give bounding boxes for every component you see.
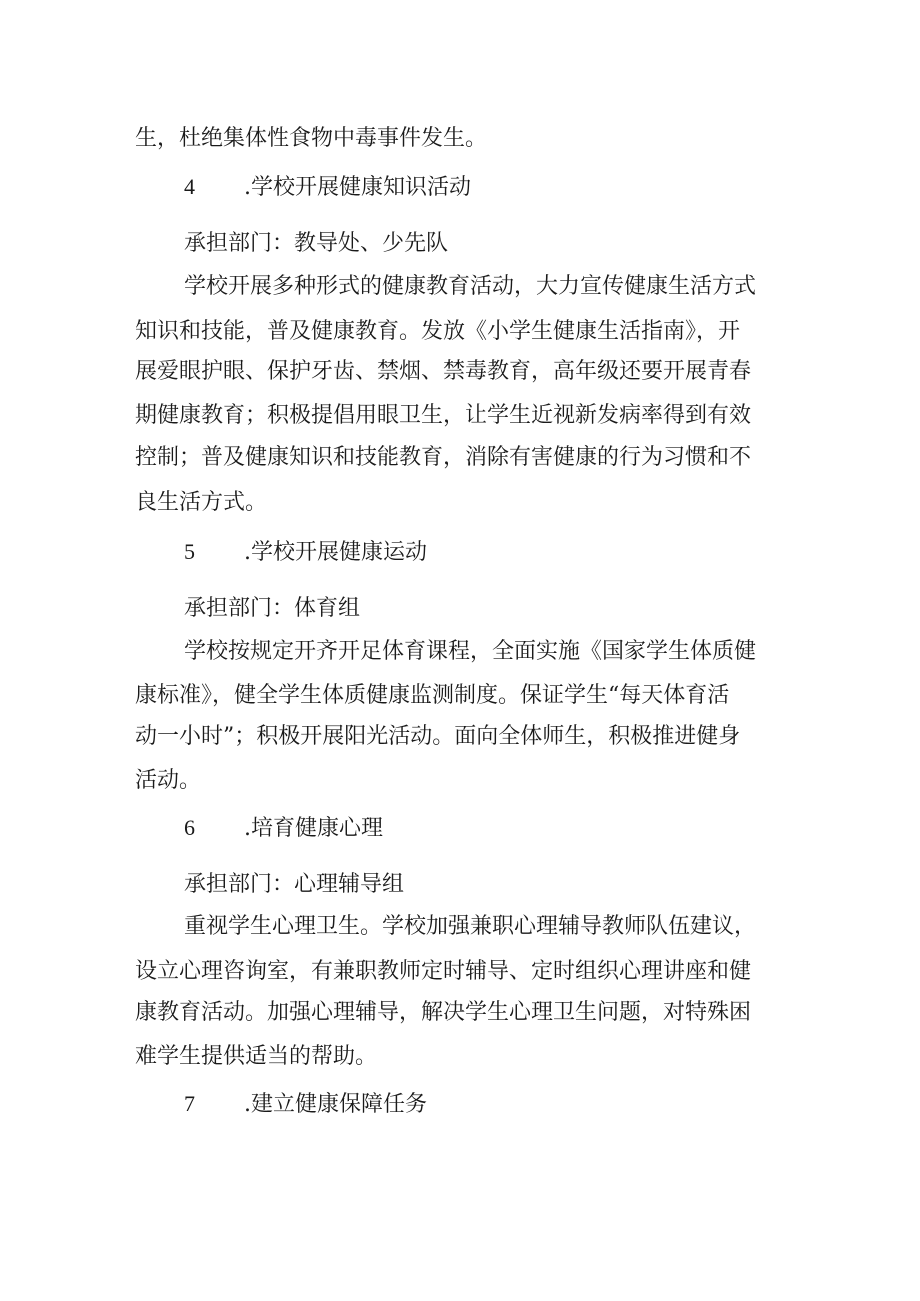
paragraph-line: 学校按规定开齐开足体育课程，全面实施《国家学生体质健 — [184, 639, 757, 664]
paragraph-line: 展爱眼护眼、保护牙齿、禁烟、禁毒教育，高年级还要开展青春 — [135, 359, 752, 384]
section-heading-7 — [184, 1089, 427, 1120]
paragraph-line: 难学生提供适当的帮助。 — [135, 1044, 378, 1069]
section-title: .培育健康心理 — [244, 816, 383, 841]
section-title: .学校开展健康知识活动 — [244, 175, 471, 200]
paragraph-line: 活动。 — [135, 768, 202, 793]
paragraph-line: 良生活方式。 — [135, 490, 268, 515]
section-number: 6 — [184, 815, 195, 840]
section-heading-6 — [184, 813, 383, 844]
section-heading-5 — [184, 537, 427, 568]
section-number: 4 — [184, 174, 195, 199]
paragraph-line: 康教育活动。加强心理辅导，解决学生心理卫生问题，对特殊困 — [135, 1000, 752, 1025]
paragraph-line: 期健康教育；积极提倡用眼卫生，让学生近视新发病率得到有效 — [135, 403, 752, 428]
paragraph-line: 设立心理咨询室，有兼职教师定时辅导、定时组织心理讲座和健 — [135, 959, 752, 984]
department-line: 承担部门：体育组 — [184, 596, 361, 621]
department-line: 承担部门：心理辅导组 — [184, 872, 405, 897]
paragraph-line: 学校开展多种形式的健康教育活动，大力宣传健康生活方式 — [184, 274, 757, 299]
paragraph-line: 康标准》，健全学生体质健康监测制度。保证学生“每天体育活 — [135, 683, 730, 708]
section-heading-4 — [184, 172, 471, 203]
paragraph-line: 知识和技能，普及健康教育。发放《小学生健康生活指南》，开 — [135, 319, 741, 344]
paragraph-line: 重视学生心理卫生。学校加强兼职心理辅导教师队伍建议， — [184, 914, 757, 939]
paragraph-line: 动一小时”；积极开展阳光活动。面向全体师生，积极推进健身 — [135, 724, 741, 749]
paragraph-line: 控制；普及健康知识和技能教育，消除有害健康的行为习惯和不 — [135, 445, 752, 470]
paragraph-line: 生，杜绝集体性食物中毒事件发生。 — [135, 126, 488, 151]
section-title: .建立健康保障任务 — [244, 1092, 427, 1117]
section-number: 5 — [184, 539, 195, 564]
department-line: 承担部门：教导处、少先队 — [184, 231, 449, 256]
section-number: 7 — [184, 1091, 195, 1116]
section-title: .学校开展健康运动 — [244, 540, 427, 565]
